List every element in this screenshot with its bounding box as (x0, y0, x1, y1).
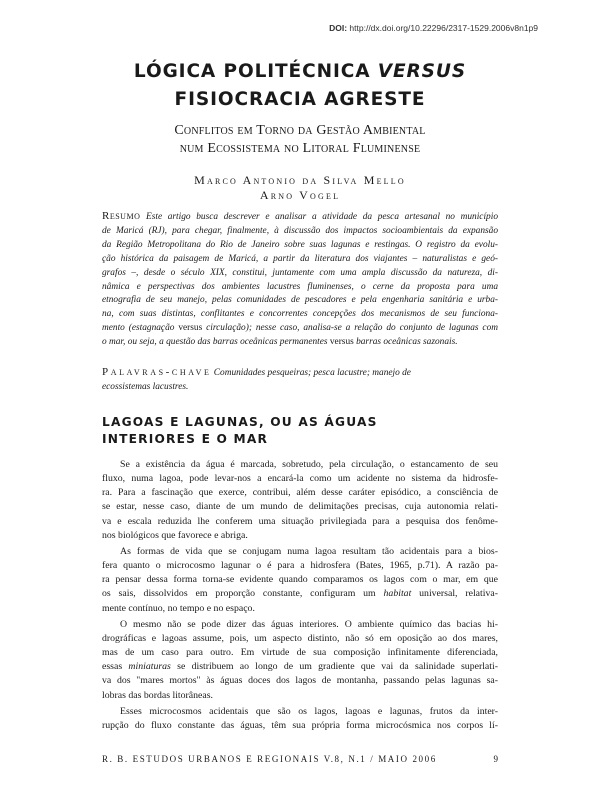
article-title (0, 58, 600, 114)
abstract-label: Resumo (102, 210, 141, 222)
abstract-line: grafos –, desde o século XIX, constitui, juntamente com uma ampla discussão da natureza, di- (102, 267, 498, 278)
title-italic-versus: VERSUS (377, 61, 467, 82)
abstract-text: circulação); nesse caso, analisa-se a relação do conjunto de lagunas com (202, 323, 498, 334)
journal-citation: R. B. ESTUDOS URBANOS E REGIONAIS V.8, N.1 / MAIO 2006 (102, 754, 437, 764)
abstract-line: da Região Metropolitana do Rio de Janeiro sobre suas lagunas e restingas. O registro da evolu- (102, 239, 498, 250)
body-line: lobras das bordas litorâneas. (102, 689, 213, 701)
body-line (102, 587, 498, 601)
subtitle-line-2: num Ecossistema no Litoral Fluminense (179, 141, 421, 156)
doi-url[interactable]: http://dx.doi.org/10.22296/2317-1529.2006v8n1p9 (349, 23, 538, 33)
body-line: mas de um caso para outro. Em virtude de sua composição infinitamente diferenciada, (102, 647, 498, 659)
keywords-text-2: ecossistemas lacustres. (102, 381, 189, 392)
abstract-text: o mar, ou seja, a questão das barras oceânicas permanentes (102, 337, 330, 348)
doi-label: DOI: (329, 23, 348, 33)
body-text-span: os sais, dissolvidos em proporção constante, configuram um (102, 588, 384, 600)
abstract (102, 210, 498, 350)
page-number: 9 (493, 754, 498, 764)
body-line: O mesmo não se pode dizer das águas interiores. O ambiente químico das bacias hi- (120, 618, 498, 630)
author-1: Marco Antonio da Silva Mello (194, 173, 406, 187)
body-line: rupção do fluxo constante das águas, têm sua própria forma microcósmica nos corpos lí- (102, 719, 498, 731)
abstract-versus: versus (178, 323, 203, 334)
body-italic-habitat: habitat (383, 588, 412, 600)
body-line (102, 660, 498, 674)
page-footer (102, 754, 498, 764)
body-text-span: se distribuem ao longo de um gradiente que vai da salinidade superlati- (170, 661, 498, 673)
body-line: se estar, nesse caso, diante de um mundo de delimitações precisas, cuja autonomia relati- (102, 501, 498, 513)
abstract-text: barras oceânicas sazonais. (353, 337, 458, 348)
body-line: va dos "mares mortos" às águas doces dos lagos de montanha, passando pelas lagunas sa- (102, 675, 498, 687)
body-line: fluxo, numa lagoa, pode levar-nos a encará-la como um acidente no sistema da hidrosfe- (102, 473, 498, 485)
keywords-label: Palavras-chave (102, 366, 212, 378)
abstract-line: na, com suas distintas, conflitantes e concorrentes concepções dos mecanismos de seu funciona- (102, 309, 498, 320)
abstract-line: etnografia de seu manejo, pelas comunidades de pescadores e pela engenharia sanitária e urba- (102, 295, 498, 306)
author-2: Arno Vogel (259, 188, 341, 202)
authors (0, 173, 600, 203)
title-line-1-text: LÓGICA POLITÉCNICA (133, 61, 378, 82)
abstract-line: nâmica e perspectivas dos ambientes lacustres fluminenses, o cerne da proposta para uma (102, 281, 498, 292)
section-heading-line-2: INTERIORES E O MAR (102, 432, 269, 446)
body-text-span: essas (102, 661, 129, 673)
body-text (102, 458, 498, 733)
body-line: ra. Para a fascinação que exerce, contribui, além desse caráter episódico, a consciência de (102, 487, 498, 499)
keywords-text: Comunidades pesqueiras; pesca lacustre; manejo de (211, 368, 411, 378)
body-italic-miniaturas: miniaturas (128, 661, 171, 673)
body-line: As formas de vida que se conjugam numa lagoa resultam tão acidentais para a bios- (120, 545, 498, 557)
subtitle-line-1: Conflitos em Torno da Gestão Ambiental (174, 123, 426, 138)
abstract-line (102, 336, 498, 350)
title-line-1 (0, 58, 600, 86)
keywords (102, 366, 498, 395)
abstract-line: ção histórica da paisagem de Maricá, a partir da literatura dos viajantes – naturalistas e geó- (102, 253, 498, 264)
title-line-2: FISIOCRACIA AGRESTE (174, 89, 426, 110)
section-heading (102, 414, 502, 448)
abstract-line (102, 210, 498, 225)
abstract-line (102, 322, 498, 336)
body-line: fera quanto o microcosmo lagunar o é para a hidrosfera (Bates, 1965, p.71). A razão pa- (102, 560, 498, 572)
abstract-line-text: Este artigo busca descrever e analisar a atividade da pesca artesanal no município (140, 212, 498, 222)
body-line: mente contínuo, no tempo e no espaço. (102, 602, 255, 614)
body-line: drográficas e lagoas assume, pois, um aspecto distinto, não só em oposição ao dos mares, (102, 632, 498, 644)
abstract-versus: versus (329, 337, 354, 348)
body-line: va e escala reduzida lhe conferem uma situação privilegiada para a pesquisa dos fenôme- (102, 515, 498, 527)
body-line: Se a existência da água é marcada, sobretudo, pela circulação, o estancamento de seu (120, 459, 498, 470)
body-line: Esses microcosmos acidentais que são os lagos, lagoas e lagunas, frutos da inter- (120, 705, 498, 717)
abstract-line: de Maricá (RJ), para chegar, finalmente, à discussão dos impactos socioambientais da expansão (102, 225, 498, 236)
abstract-text: mento (estagnação (102, 323, 179, 334)
body-text-span: universal, relativa- (411, 588, 498, 600)
body-line: ra pensar dessa forma torna-se evidente quando comparamos os lagos com o mar, em que (102, 574, 498, 586)
section-heading-line-1: LAGOAS E LAGUNAS, OU AS ÁGUAS (102, 415, 378, 429)
doi-line (329, 23, 538, 33)
body-line: nos biológicos que favorece e abriga. (102, 529, 248, 541)
article-subtitle (0, 122, 600, 158)
